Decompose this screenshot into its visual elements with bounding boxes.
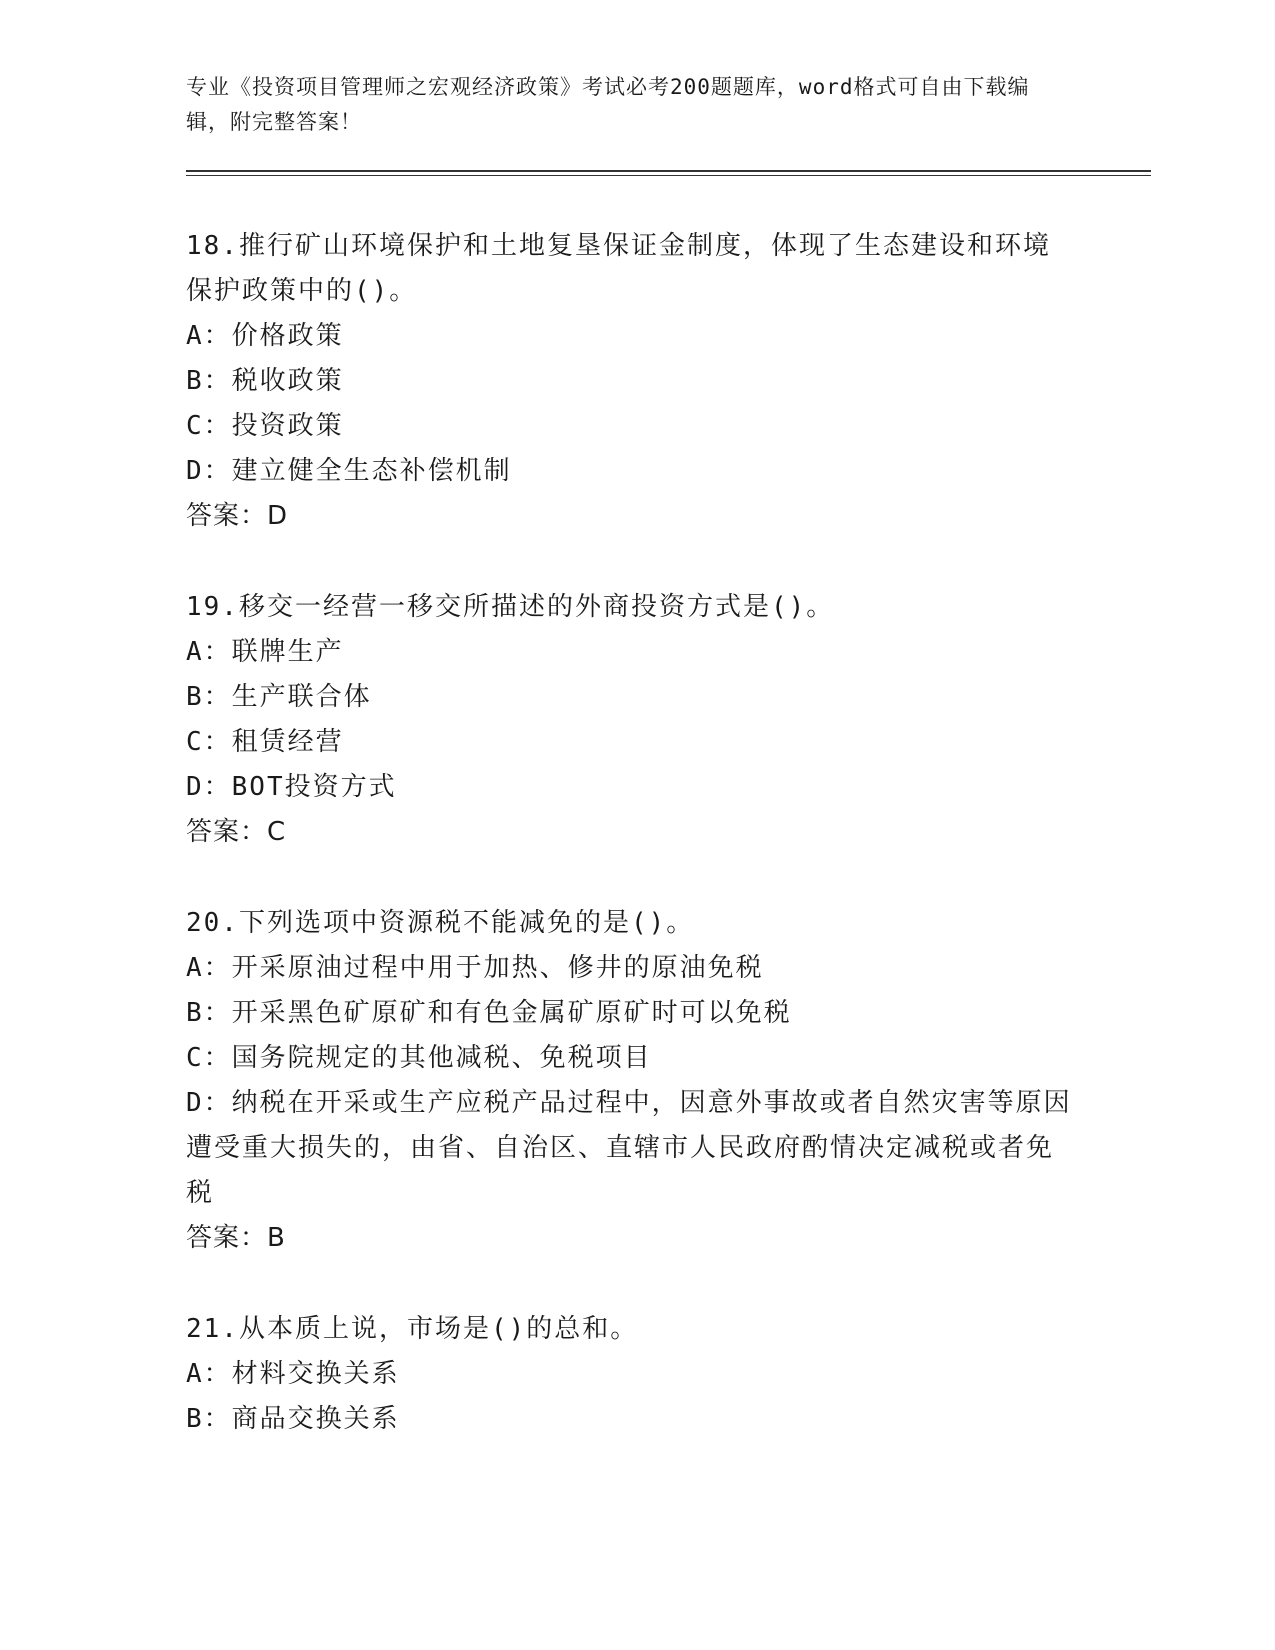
option-b: B：开采黑色矿原矿和有色金属矿原矿时可以免税 [186,998,792,1028]
question-20 [186,901,1146,1261]
option-a: A：联牌生产 [186,637,344,667]
question-stem: 19.移交一经营一移交所描述的外商投资方式是()。 [186,592,835,622]
option-b: B：生产联合体 [186,682,372,712]
document-page [186,70,1146,1488]
option-c: C：租赁经营 [186,727,344,757]
question-list [186,224,1146,1442]
question-stem: 21.从本质上说，市场是()的总和。 [186,1314,639,1344]
header-divider [186,170,1151,176]
question-stem: 20.下列选项中资源税不能减免的是()。 [186,908,695,938]
question-19 [186,585,1146,855]
option-b: B：商品交换关系 [186,1404,400,1434]
option-d: D：建立健全生态补偿机制 [186,456,512,486]
document-header: 专业《投资项目管理师之宏观经济政策》考试必考200题题库，word格式可自由下载编辑，附完整答案！ [186,75,1030,134]
option-d: D：BOT投资方式 [186,772,397,802]
answer: 答案：D [186,501,289,531]
answer: 答案：C [186,817,287,847]
question-stem: 18.推行矿山环境保护和土地复垦保证金制度，体现了生态建设和环境保护政策中的()。 [186,231,1051,306]
answer: 答案：B [186,1223,286,1253]
question-21 [186,1307,1146,1442]
option-d: D：纳税在开采或生产应税产品过程中，因意外事故或者自然灾害等原因遭受重大损失的，由省、自治区、直辖市人民政府酌情决定减税或者免税 [186,1088,1072,1208]
option-a: A：材料交换关系 [186,1359,400,1389]
option-a: A：开采原油过程中用于加热、修井的原油免税 [186,953,764,983]
option-c: C：国务院规定的其他减税、免税项目 [186,1043,652,1073]
question-18 [186,224,1146,539]
option-a: A：价格政策 [186,321,344,351]
option-c: C：投资政策 [186,411,344,441]
option-b: B：税收政策 [186,366,344,396]
